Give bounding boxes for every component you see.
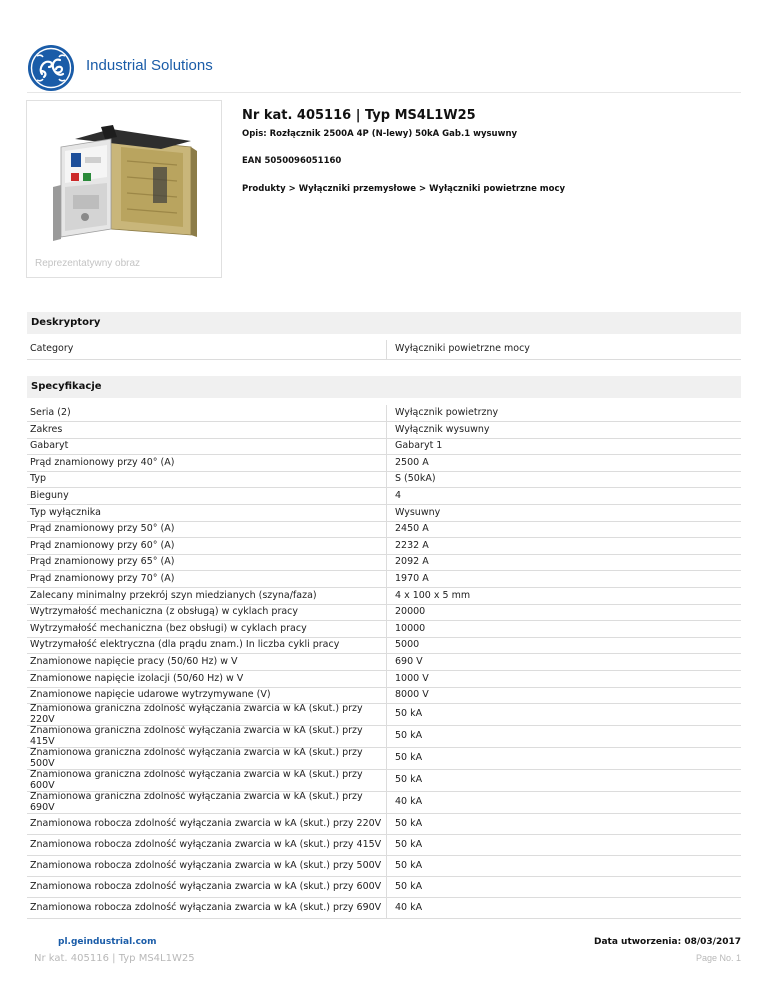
spec-label: Wytrzymałość mechaniczna (bez obsługi) w cyklach pracy xyxy=(27,621,387,638)
header-divider xyxy=(27,92,741,93)
spec-label: Prąd znamionowy przy 60° (A) xyxy=(27,538,387,555)
spec-value: 50 kA xyxy=(387,770,742,792)
spec-row xyxy=(27,637,741,654)
spec-label: Zakres xyxy=(27,422,387,439)
spec-value: 50 kA xyxy=(387,856,742,877)
spec-row xyxy=(27,704,741,726)
specs-section xyxy=(27,376,741,919)
spec-value: 40 kA xyxy=(387,898,742,919)
spec-row xyxy=(27,621,741,638)
product-image xyxy=(41,117,207,247)
spec-row xyxy=(27,604,741,621)
spec-value: 2092 A xyxy=(387,554,742,571)
footer-created-date: Data utworzenia: 08/03/2017 xyxy=(593,937,741,947)
spec-value: 50 kA xyxy=(387,835,742,856)
spec-row xyxy=(27,726,741,748)
spec-label: Znamionowe napięcie udarowe wytrzymywane (V) xyxy=(27,687,387,704)
spec-row xyxy=(27,405,741,422)
spec-value: 8000 V xyxy=(387,687,742,704)
spec-value: 10000 xyxy=(387,621,742,638)
spec-label: Prąd znamionowy przy 70° (A) xyxy=(27,571,387,588)
spec-label: Prąd znamionowy przy 50° (A) xyxy=(27,521,387,538)
spec-value: Wyłącznik wysuwny xyxy=(387,422,742,439)
spec-label: Category xyxy=(27,340,387,359)
spec-row xyxy=(27,538,741,555)
spec-label: Znamionowe napięcie pracy (50/60 Hz) w V xyxy=(27,654,387,671)
spec-row xyxy=(27,422,741,439)
spec-row xyxy=(27,770,741,792)
spec-row xyxy=(27,488,741,505)
spec-value: 4 xyxy=(387,488,742,505)
footer-catalog-ref: Nr kat. 405116 | Typ MS4L1W25 xyxy=(34,953,195,964)
spec-label: Znamionowa robocza zdolność wyłączania zwarcia w kA (skut.) przy 600V xyxy=(27,877,387,898)
spec-label: Znamionowa graniczna zdolność wyłączania zwarcia w kA (skut.) przy 690V xyxy=(27,792,387,814)
spec-label: Typ xyxy=(27,471,387,488)
spec-row xyxy=(27,835,741,856)
product-title: Nr kat. 405116 | Typ MS4L1W25 xyxy=(242,108,476,123)
spec-label: Wytrzymałość elektryczna (dla prądu znam.) In liczba cykli pracy xyxy=(27,637,387,654)
spec-label: Znamionowa robocza zdolność wyłączania zwarcia w kA (skut.) przy 500V xyxy=(27,856,387,877)
spec-label: Znamionowa robocza zdolność wyłączania zwarcia w kA (skut.) przy 220V xyxy=(27,814,387,835)
spec-value: Wyłączniki powietrzne mocy xyxy=(387,340,742,359)
descriptors-heading: Deskryptory xyxy=(27,312,741,334)
spec-value: 2232 A xyxy=(387,538,742,555)
spec-value: 690 V xyxy=(387,654,742,671)
spec-label: Prąd znamionowy przy 65° (A) xyxy=(27,554,387,571)
spec-value: S (50kA) xyxy=(387,471,742,488)
spec-value: Wysuwny xyxy=(387,505,742,522)
brand-name: Industrial Solutions xyxy=(86,57,213,74)
breadcrumb: Produkty > Wyłączniki przemysłowe > Wyłączniki powietrzne mocy xyxy=(242,184,566,194)
descriptors-table xyxy=(27,340,741,360)
spec-value: 50 kA xyxy=(387,726,742,748)
specs-heading: Specyfikacje xyxy=(27,376,741,398)
spec-row xyxy=(27,877,741,898)
ge-monogram-icon xyxy=(27,44,75,92)
spec-row xyxy=(27,748,741,770)
spec-label: Znamionowe napięcie izolacji (50/60 Hz) w V xyxy=(27,671,387,688)
spec-row xyxy=(27,505,741,522)
spec-value: 2500 A xyxy=(387,455,742,472)
spec-label: Seria (2) xyxy=(27,405,387,422)
spec-value: Wyłącznik powietrzny xyxy=(387,405,742,422)
spec-row xyxy=(27,898,741,919)
spec-row xyxy=(27,471,741,488)
spec-row xyxy=(27,671,741,688)
spec-value: 5000 xyxy=(387,637,742,654)
spec-row xyxy=(27,654,741,671)
spec-row xyxy=(27,588,741,605)
spec-row xyxy=(27,792,741,814)
footer-page-number: Page No. 1 xyxy=(695,953,741,963)
spec-label: Znamionowa graniczna zdolność wyłączania zwarcia w kA (skut.) przy 415V xyxy=(27,726,387,748)
spec-value: 1970 A xyxy=(387,571,742,588)
spec-row xyxy=(27,554,741,571)
product-ean: EAN 5050096051160 xyxy=(242,156,342,166)
spec-row xyxy=(27,521,741,538)
spec-label: Znamionowa graniczna zdolność wyłączania zwarcia w kA (skut.) przy 600V xyxy=(27,770,387,792)
spec-value: 2450 A xyxy=(387,521,742,538)
spec-row xyxy=(27,814,741,835)
spec-value: 1000 V xyxy=(387,671,742,688)
spec-value: 50 kA xyxy=(387,814,742,835)
spec-row xyxy=(27,856,741,877)
spec-row xyxy=(27,438,741,455)
spec-value: 50 kA xyxy=(387,877,742,898)
spec-value: 20000 xyxy=(387,604,742,621)
spec-label: Prąd znamionowy przy 40° (A) xyxy=(27,455,387,472)
image-caption: Reprezentatywny obraz xyxy=(35,258,141,269)
spec-label: Typ wyłącznika xyxy=(27,505,387,522)
spec-label: Znamionowa robocza zdolność wyłączania zwarcia w kA (skut.) przy 415V xyxy=(27,835,387,856)
spec-row xyxy=(27,455,741,472)
spec-label: Wytrzymałość mechaniczna (z obsługą) w cyklach pracy xyxy=(27,604,387,621)
spec-label: Znamionowa graniczna zdolność wyłączania zwarcia w kA (skut.) przy 220V xyxy=(27,704,387,726)
spec-label: Znamionowa robocza zdolność wyłączania zwarcia w kA (skut.) przy 690V xyxy=(27,898,387,919)
spec-value: 50 kA xyxy=(387,748,742,770)
descriptors-section xyxy=(27,312,741,360)
spec-value: 40 kA xyxy=(387,792,742,814)
footer-website-link[interactable]: pl.geindustrial.com xyxy=(58,937,157,947)
spec-row xyxy=(27,571,741,588)
spec-label: Zalecany minimalny przekrój szyn miedzianych (szyna/faza) xyxy=(27,588,387,605)
spec-row xyxy=(27,687,741,704)
spec-value: 50 kA xyxy=(387,704,742,726)
product-description: Opis: Rozłącznik 2500A 4P (N-lewy) 50kA Gab.1 wysuwny xyxy=(242,129,518,139)
spec-value: Gabaryt 1 xyxy=(387,438,742,455)
specs-table xyxy=(27,405,741,919)
spec-row xyxy=(27,340,741,359)
spec-label: Bieguny xyxy=(27,488,387,505)
spec-label: Gabaryt xyxy=(27,438,387,455)
spec-value: 4 x 100 x 5 mm xyxy=(387,588,742,605)
product-image-frame xyxy=(26,100,222,278)
spec-label: Znamionowa graniczna zdolność wyłączania zwarcia w kA (skut.) przy 500V xyxy=(27,748,387,770)
